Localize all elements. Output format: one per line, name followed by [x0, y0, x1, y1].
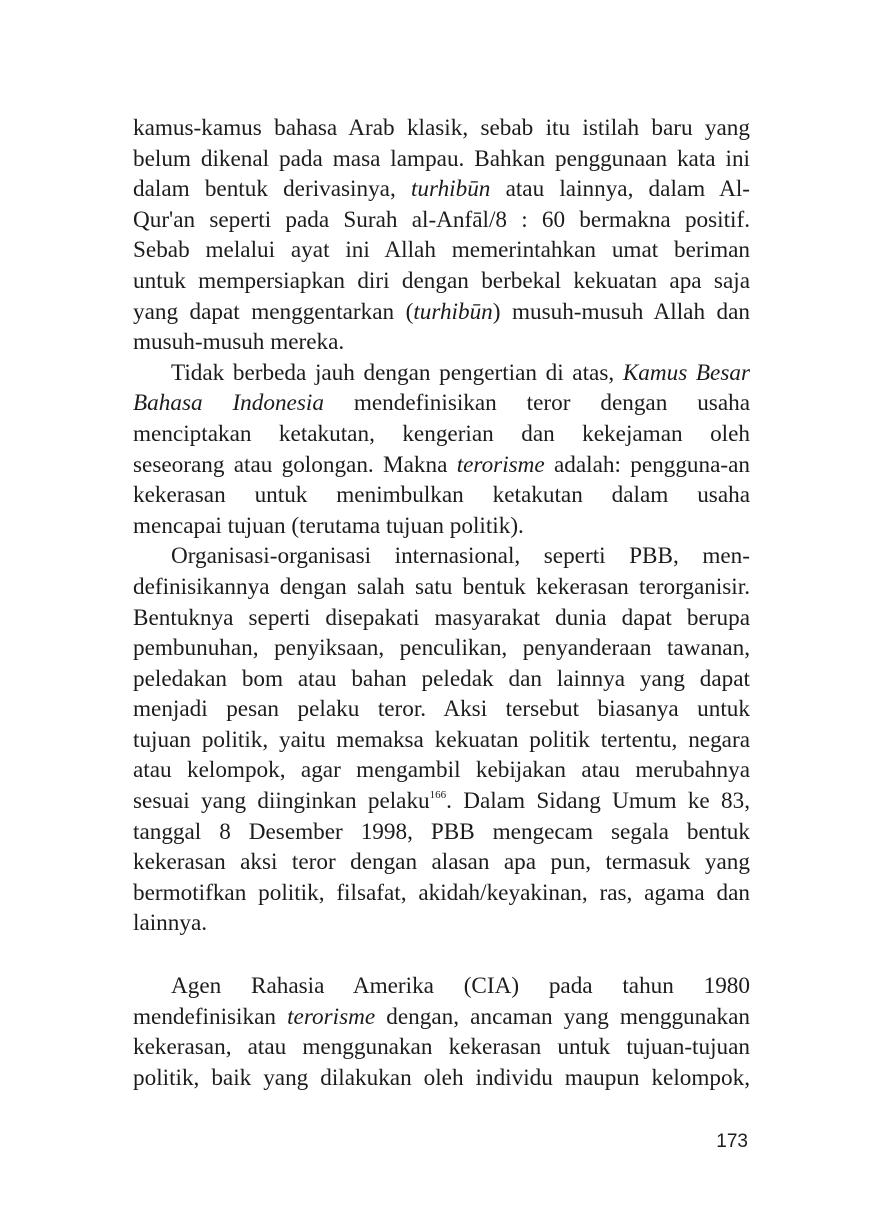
- italic-term: terorisme: [287, 1003, 376, 1030]
- text-line: definisikannya dengan salah satu bentuk kekerasan terorganisir.: [133, 573, 750, 600]
- text-line: kekerasan aksi teror dengan alasan apa pun, termasuk yang: [133, 849, 750, 876]
- text-run: atau lainnya, dalam Al-: [490, 176, 750, 203]
- text-line: pembunuhan, penyiksaan, penculikan, penyanderaan tawanan,: [133, 635, 750, 662]
- text-line: [133, 1002, 750, 1033]
- text-line: Qur'an seperti pada Surah al-Anfāl/8 : 60 bermakna positif.: [133, 206, 750, 233]
- text-line: atau kelompok, agar mengambil kebijakan atau merubahnya: [133, 757, 750, 784]
- italic-term: turhibūn: [413, 298, 493, 325]
- text-line: menciptakan ketakutan, kengerian dan kekejaman oleh: [133, 420, 750, 447]
- text-run: mendefinisikan: [133, 1003, 288, 1030]
- text-run: yang dapat menggentarkan (: [133, 298, 414, 325]
- paragraph-4: [133, 971, 750, 1093]
- text-line: menjadi pesan pelaku teror. Aksi tersebut biasanya untuk: [133, 696, 750, 723]
- text-run: mendefinisikan teror dengan usaha: [323, 390, 750, 417]
- text-line: kamus-kamus bahasa Arab klasik, sebab itu istilah baru yang: [133, 115, 750, 141]
- text-run: ) musuh-musuh Allah dan: [492, 298, 750, 325]
- text-run: Tidak berbeda jauh dengan pengertian di atas,: [171, 359, 623, 386]
- text-line: [133, 297, 750, 328]
- text-line: politik, baik yang dilakukan oleh individu maupun kelompok,: [133, 1064, 750, 1091]
- text-line: belum dikenal pada masa lampau. Bahkan penggunaan kata ini: [133, 145, 750, 172]
- text-line: lainnya.: [133, 910, 208, 937]
- text-line: Sebab melalui ayat ini Allah memerintahkan umat beriman: [133, 237, 750, 264]
- text-line: [133, 388, 750, 419]
- text-line: Bentuknya seperti disepakati masyarakat dunia dapat berupa: [133, 604, 750, 631]
- page-number: 173: [716, 1131, 748, 1152]
- text-line: kekerasan, atau menggunakan kekerasan untuk tujuan-tujuan: [133, 1034, 750, 1061]
- text-run: seseorang atau golongan. Makna: [133, 451, 457, 478]
- text-line: tanggal 8 Desember 1998, PBB mengecam segala bentuk: [133, 818, 750, 845]
- page-body: [133, 113, 750, 1093]
- paragraph-1: [133, 113, 750, 358]
- text-run: dalam bentuk derivasinya,: [133, 176, 411, 203]
- italic-term: Kamus Besar: [622, 359, 750, 386]
- text-line: kekerasan untuk menimbulkan ketakutan dalam usaha: [133, 482, 750, 509]
- text-line: untuk mempersiapkan diri dengan berbekal kekuatan apa saja: [133, 267, 750, 294]
- text-line: bermotifkan politik, filsafat, akidah/keyakinan, ras, agama dan: [133, 879, 750, 906]
- text-line: [133, 174, 750, 205]
- text-line: peledakan bom atau bahan peledak dan lainnya yang dapat: [133, 665, 750, 692]
- text-run: sesuai yang diinginkan pelaku: [133, 788, 430, 815]
- footnote-marker: 166: [429, 789, 447, 802]
- italic-term: terorisme: [456, 451, 545, 478]
- text-run: dengan, ancaman yang menggunakan: [375, 1003, 751, 1030]
- text-line: [133, 786, 750, 817]
- text-line: [133, 358, 750, 389]
- text-run: adalah: pengguna-an: [544, 451, 750, 478]
- paragraph-3: [133, 541, 750, 939]
- text-run: . Dalam Sidang Umum ke 83,: [446, 788, 750, 815]
- italic-term: turhibūn: [410, 176, 491, 203]
- text-line: Organisasi-organisasi internasional, seperti PBB, men-: [171, 543, 750, 570]
- paragraph-2: [133, 358, 750, 542]
- text-line: Agen Rahasia Amerika (CIA) pada tahun 1980: [171, 973, 750, 1000]
- text-line: tujuan politik, yaitu memaksa kekuatan politik tertentu, negara: [133, 726, 750, 753]
- text-line: musuh-musuh mereka.: [133, 329, 345, 356]
- text-line: mencapai tujuan (terutama tujuan politik).: [133, 512, 524, 539]
- italic-term: Bahasa Indonesia: [133, 390, 324, 417]
- text-line: [133, 450, 750, 481]
